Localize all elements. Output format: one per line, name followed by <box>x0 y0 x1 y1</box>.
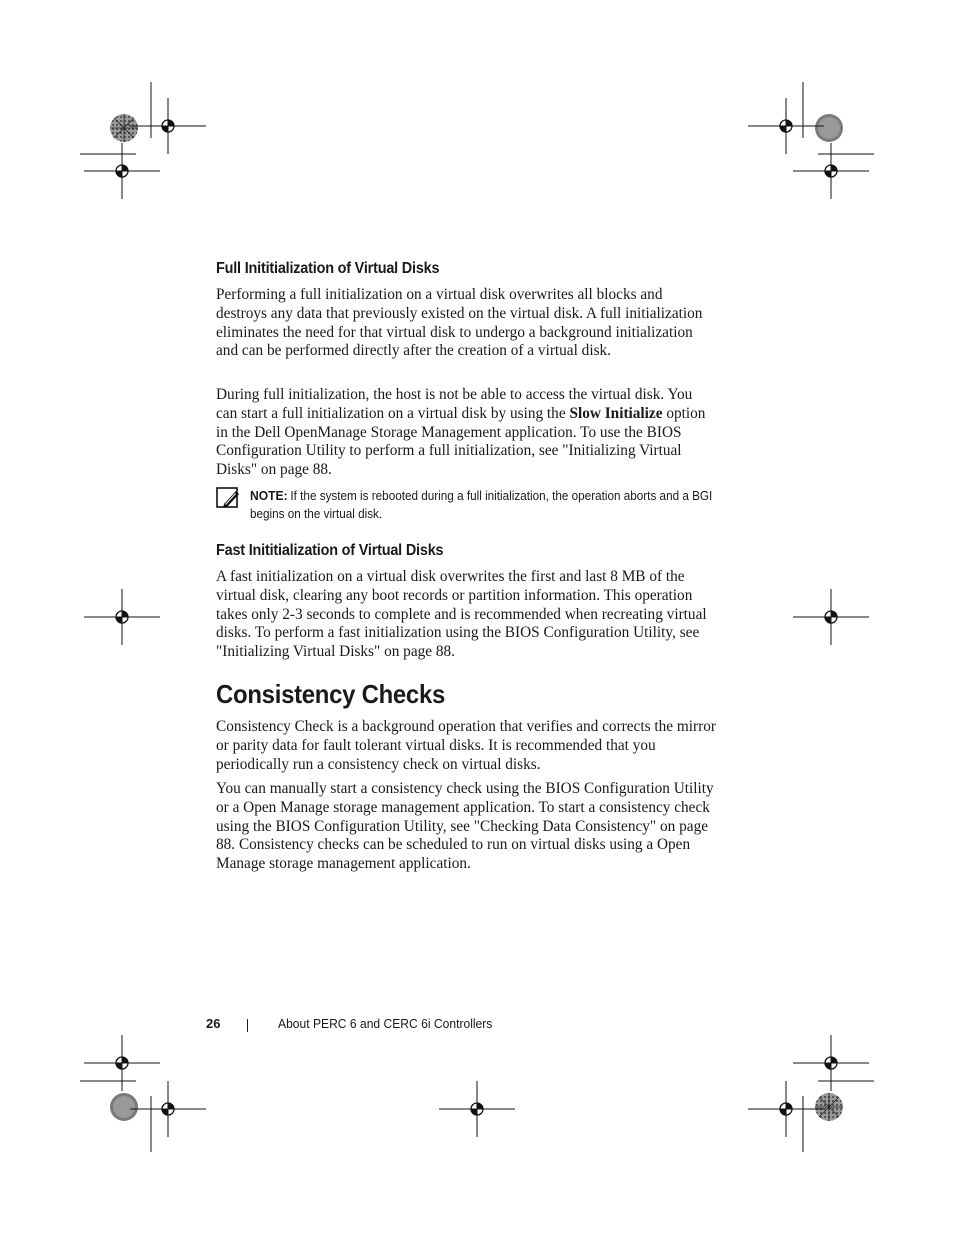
paragraph-fast-init-1: A fast initialization on a virtual disk overwrites the first and last 8 MB of the virtual disk, clearing any boot records or partition information. This operation takes only 2-3 seconds to complete and is recommended when recreating virtual disks. To perform a fast initialization using the BIOS Configuration Utility, see "Initializing Virtual Disks" on page 88. <box>216 568 707 661</box>
page-footer <box>0 1016 954 1036</box>
crosshair-mark <box>793 589 869 645</box>
crosshair-mark <box>793 1035 869 1091</box>
star-target-bottom-left <box>110 1093 138 1121</box>
crosshair-mark <box>84 1035 160 1091</box>
running-title: About PERC 6 and CERC 6i Controllers <box>278 1016 493 1031</box>
crosshair-mark <box>748 98 824 154</box>
crosshair-mark <box>793 143 869 199</box>
star-target-bottom-right <box>815 1093 843 1121</box>
slow-initialize-term: Slow Initialize <box>569 404 663 422</box>
crosshair-mark <box>130 1081 206 1137</box>
footer-divider <box>247 1019 248 1032</box>
crosshair-mark <box>84 589 160 645</box>
paragraph-full-init-2 <box>216 386 716 480</box>
note-pencil-icon <box>216 487 240 509</box>
crosshair-mark <box>439 1081 515 1137</box>
star-target-top-left <box>110 114 138 142</box>
paragraph-consistency-1: Consistency Check is a background operation that verifies and corrects the mirror or parity data for fault tolerant virtual disks. It is recommended that you periodically run a consistency check on virtual disks. <box>216 718 716 773</box>
section-heading-fast-init: Fast Inititialization of Virtual Disks <box>216 542 444 559</box>
page-number: 26 <box>206 1016 221 1031</box>
paragraph-consistency-2: You can manually start a consistency check using the BIOS Configuration Utility or a Open Manage storage management application. To start a consistency check using the BIOS Configuration Utility, see "Checking Data Consistency" on page 88. Consistency checks can be scheduled to run on virtual disks using a Open Manage storage management application. <box>216 780 714 873</box>
chapter-heading-consistency-checks: Consistency Checks <box>216 679 446 709</box>
paragraph-full-init-1: Performing a full initialization on a virtual disk overwrites all blocks and destroys any data that previously existed on the virtual disk. A full initialization eliminates the need for that virtual disk to undergo a background initialization and can be performed directly after the creation of a virtual disk. <box>216 286 703 360</box>
paragraph-text: During full initialization, the host is not be able to access the virtual disk. You can start a full initialization on a virtual disk by using the <box>216 386 693 422</box>
note-label: NOTE: <box>250 488 288 503</box>
section-heading-full-init: Full Inititialization of Virtual Disks <box>216 260 440 277</box>
note-body: If the system is rebooted during a full initialization, the operation aborts and a BGI begins on the virtual disk. <box>250 489 713 521</box>
note-text <box>250 487 726 523</box>
crosshair-mark <box>748 1081 824 1137</box>
crosshair-mark <box>130 98 206 154</box>
crosshair-mark <box>84 143 160 199</box>
paragraph-text: option in the Dell OpenManage Storage Management application. To use the BIOS Configuration Utility to perform a full initialization, see "Initializing Virtual Disks" on page 88. <box>216 404 706 479</box>
star-target-top-right <box>815 114 843 142</box>
